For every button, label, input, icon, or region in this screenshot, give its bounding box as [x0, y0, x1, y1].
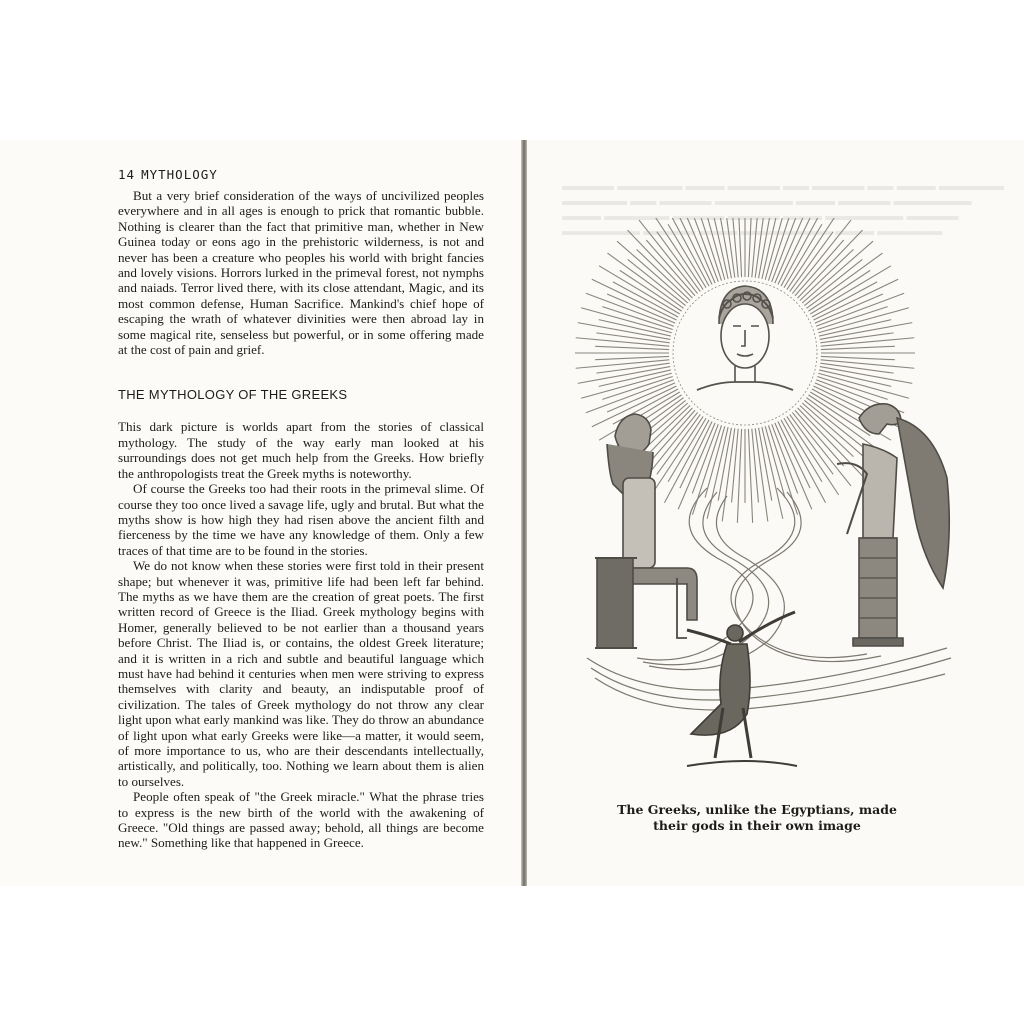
right-page	[527, 140, 1024, 886]
sun-ray	[599, 266, 680, 314]
sun-ray	[821, 346, 895, 349]
paragraph-3: We do not know when these stories were first told in their present shape; but whenever it was, primitive life had been left far behind. The myths as we have them are the creation of great poets. The first written record of Greece is the Iliad. Greek mythology begins with Homer, generally believed to be not earlier than a thousand years before Christ. The Iliad is, or contains, the oldest Greek literature; and it is written in a rich and subtle and beautiful language which must have had behind it centuries when men were striving to express themselves with clarity and beauty, an indisputable proof of civilization. The tales of Greek mythology do not throw any clear light upon what early mankind was like. They do throw an abundance of light upon what early Greeks were like—a matter, it would seem, of more importance to us, who are their descendants intellectually, artistically, and politically, too. Nothing we learn about them is alien to ourselves.	[118, 558, 484, 789]
sun-ray	[768, 425, 797, 514]
standing-human-figure	[687, 612, 797, 766]
caption-line-1: The Greeks, unlike the Egyptians, made	[617, 802, 897, 817]
illustration-caption	[617, 802, 897, 834]
sun-ray	[759, 218, 772, 278]
sun-ray	[755, 218, 768, 278]
sun-ray	[821, 360, 915, 368]
left-page-text	[118, 167, 484, 851]
paragraph-4: People often speak of "the Greek miracle." What the phrase tries to express is the new birth of the world with the awakening of Greece. "Old things are passed away; behold, all things are become new." Something like that happened in Greece.	[118, 789, 484, 851]
paragraph-2: Of course the Greeks too had their roots in the primeval slime. Of course they too once lived a savage life, ugly and brutal. But what the myths show is how high they had risen above the ancient filth and fierceness by the time we have any knowledge of them. Only a few traces of that time are to be found in the stories.	[118, 481, 484, 558]
sun-ray	[732, 429, 739, 503]
sun-ray	[576, 338, 670, 346]
sun-ray	[628, 230, 693, 298]
sun-ray	[798, 408, 863, 476]
sun-ray	[657, 414, 700, 474]
sun-ray	[692, 425, 721, 514]
sun-ray	[798, 230, 863, 298]
sun-ray	[752, 218, 759, 277]
sun-ray	[595, 356, 669, 359]
show-through-text: ▬▬▬▬ ▬▬▬▬▬ ▬▬▬ ▬▬▬▬ ▬▬ ▬▬▬▬ ▬▬ ▬▬▬ ▬▬▬▬▬ ▬▬▬▬▬ ▬▬ ▬▬▬▬ ▬▬▬▬▬▬ ▬▬▬ ▬▬▬▬ ▬▬▬▬▬▬ ▬▬▬ ▬▬▬▬▬ ▬▬▬▬ ▬▬▬▬ ▬▬▬ ▬▬▬▬▬▬ ▬▬▬▬ ▬▬▬▬▬▬ ▬▬▬▬ ▬▬▬ ▬▬▬▬▬▬▬ ▬▬▬ ▬▬▬▬▬	[562, 178, 1004, 238]
sun-ray	[737, 429, 741, 523]
sun-ray	[595, 346, 669, 349]
paragraph-1: This dark picture is worlds apart from the stories of classical mythology. The study of the way early man looked at his surroundings does not get much help from the Greeks. How briefly the anthropologists treat the Greek myths is noteworthy.	[118, 419, 484, 481]
sun-ray	[732, 218, 739, 277]
sun-ray	[718, 218, 731, 278]
page-number: 14	[118, 167, 136, 182]
sun-ray	[748, 218, 752, 277]
sun-ray	[790, 414, 833, 474]
book-spread	[0, 140, 1024, 886]
left-page	[0, 140, 521, 886]
sun-ray	[752, 429, 759, 503]
sun-ray	[576, 360, 670, 368]
sun-ray	[821, 356, 895, 359]
sun-ray	[722, 218, 735, 278]
sun-ray	[810, 266, 891, 314]
caption-line-2: their gods in their own image	[653, 818, 861, 833]
running-head-title: MYTHOLOGY	[141, 167, 218, 182]
intro-paragraph: But a very brief consideration of the ways of uncivilized peoples everywhere and in all ages is enough to prick that romantic bubble. Nothing is clearer than the fact that primitive man, whether in New Guinea today or eons ago in the prehistoric wilderness, is not and never has been a creature who peoples his world with bright fancies and lovely visions. Horrors lurked in the primeval forest, not nymphs and naiads. Terror lived there, with its close attendant, Magic, and its most common defense, Human Sacrifice. Mankind's chief hope of escaping the wrath of whatever divinities were then abroad lay in some magical rite, senseless but powerful, or in some offering made at the cost of pain and grief.	[118, 188, 484, 358]
sun-ray	[787, 218, 839, 290]
sun-ray	[737, 218, 741, 277]
running-head	[118, 167, 484, 182]
sun-ray	[821, 338, 915, 346]
sun-ray	[651, 218, 703, 290]
sun-ray	[790, 232, 833, 292]
section-heading: THE MYTHOLOGY OF THE GREEKS	[118, 387, 348, 403]
sun-ray	[657, 232, 700, 292]
sun-ray	[748, 429, 752, 523]
greek-god-illustration	[567, 218, 967, 798]
